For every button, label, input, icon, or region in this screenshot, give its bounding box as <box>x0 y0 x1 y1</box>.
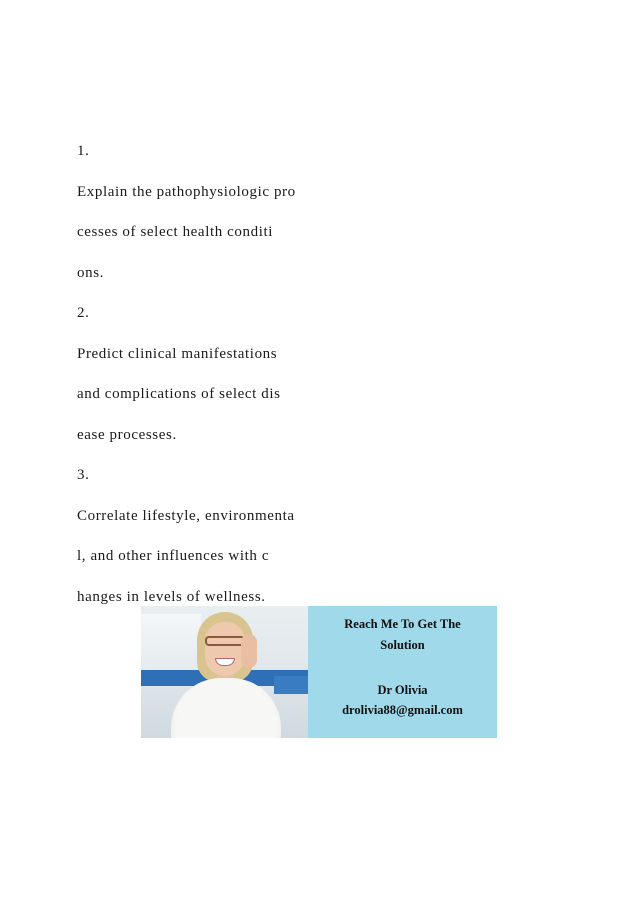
promo-headline: Reach Me To Get The <box>344 617 461 631</box>
woman-photo <box>141 606 308 738</box>
text-line: ease processes. <box>77 426 177 443</box>
list-number-2: 2. <box>77 305 90 321</box>
text-line: Predict clinical manifestations <box>77 345 278 362</box>
text-line: ons. <box>77 264 104 281</box>
list-number-3: 3. <box>77 467 90 483</box>
contact-email: drolivia88@gmail.com <box>342 703 463 717</box>
text-line: and complications of select dis <box>77 386 281 402</box>
text-line: Explain the pathophysiologic pro <box>77 183 296 200</box>
document-body <box>77 140 296 626</box>
contact-name: Dr Olivia <box>377 683 428 697</box>
promo-banner <box>141 606 497 738</box>
text-line: Correlate lifestyle, environmenta <box>77 507 295 524</box>
list-number-1: 1. <box>77 143 90 159</box>
contact-card <box>308 606 497 738</box>
text-line: hanges in levels of wellness. <box>77 588 266 605</box>
text-line: cesses of select health conditi <box>77 224 274 240</box>
promo-subheadline: Solution <box>380 638 425 652</box>
text-line: l, and other influences with c <box>77 548 270 564</box>
